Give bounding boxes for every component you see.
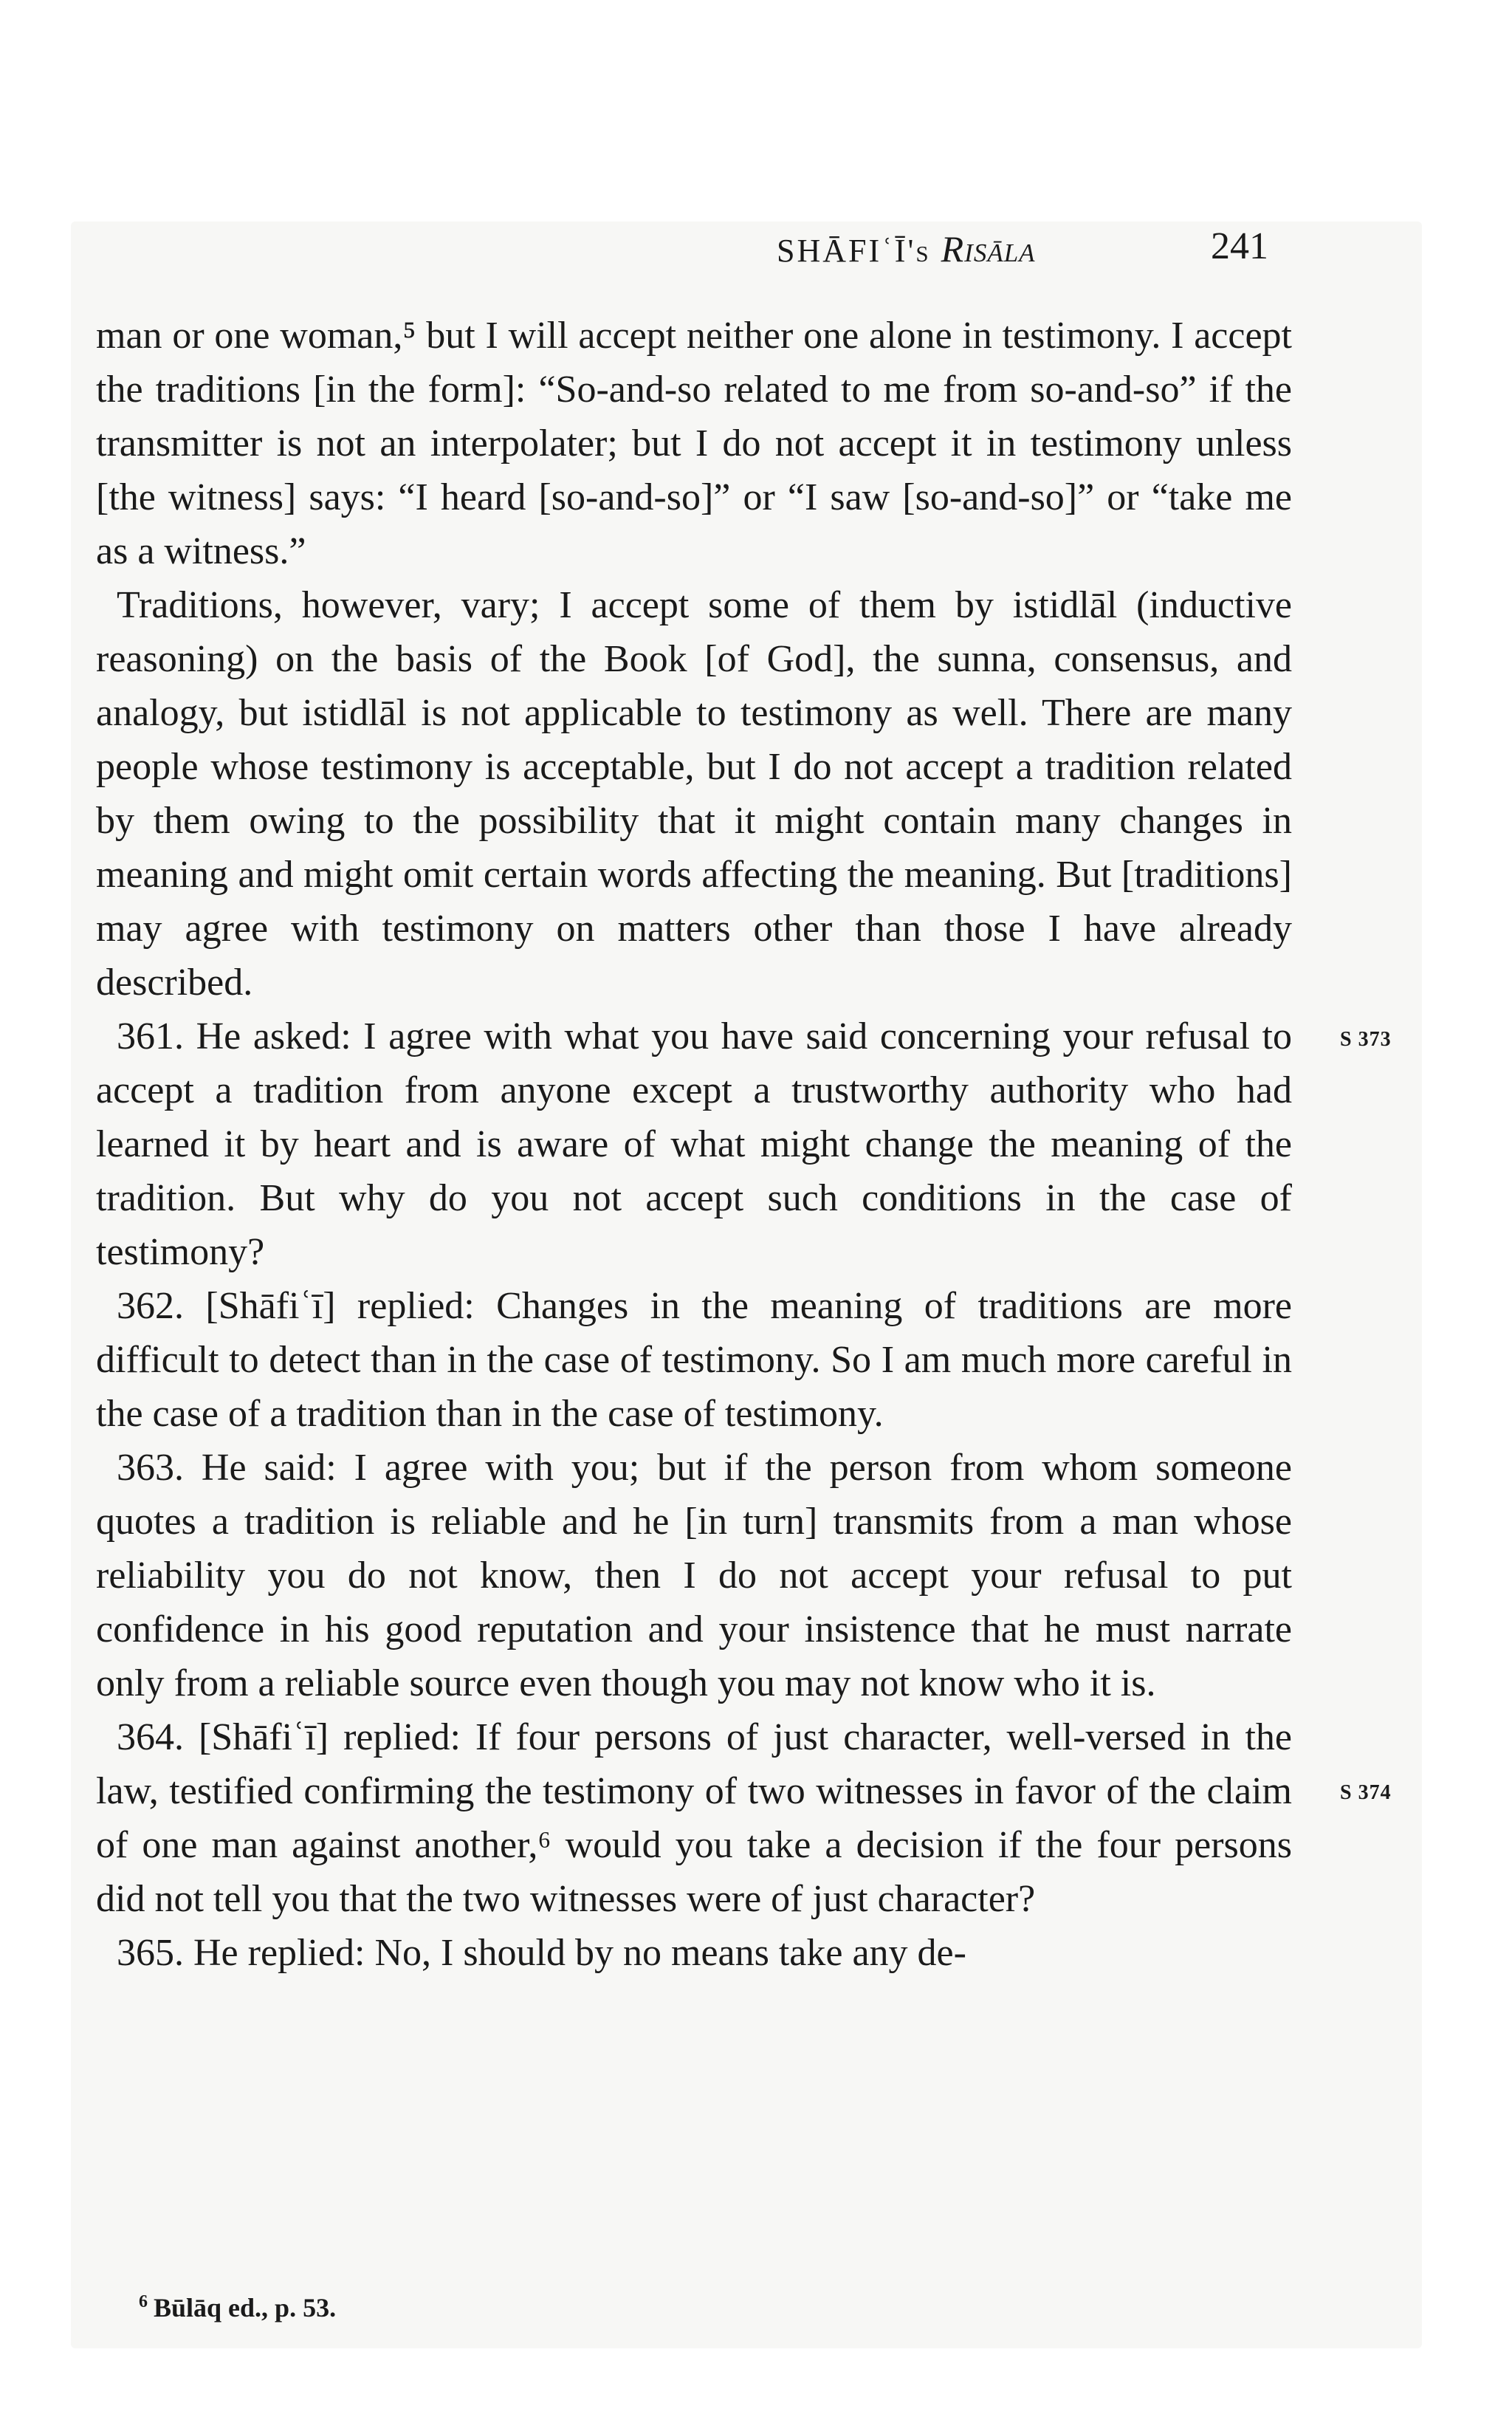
running-head-title xyxy=(777,227,1036,270)
running-head-work: Risāla xyxy=(941,228,1036,270)
running-head xyxy=(0,222,1299,270)
margin-reference: S 374 xyxy=(1340,1781,1392,1804)
paragraph: 364. [Shāfiʿī] replied: If four persons of just character, well-versed in the law, testified confirming the testimony of two witnesses in favor of the claim of one man against another,⁶ would you take a decision if the four persons did not tell you that the two witnesses were of just character? xyxy=(96,1716,1292,1920)
footnote xyxy=(139,2292,336,2323)
paragraph: 362. [Shāfiʿī] replied: Changes in the meaning of traditions are more difficult to detect than in the case of testimony. So I am much more careful in the case of a tradition than in the case of testimony. xyxy=(96,1285,1292,1435)
paragraph: 363. He said: I agree with you; but if the person from whom someone quotes a tradition is reliable and he [in turn] transmits from a man whose reliability you do not know, then I do not accept your refusal to put confidence in his good reputation and your insistence that he must narrate only from a reliable source even though you may not know who it is. xyxy=(96,1447,1292,1704)
footnote-mark: 6 xyxy=(139,2292,148,2311)
margin-reference: S 373 xyxy=(1340,1028,1392,1051)
paragraph: man or one woman,⁵ but I will accept neither one alone in testimony. I accept the traditions [in the form]: “So-and-so related to me from so-and-so” if the transmitter is not an interpolater; but I do not accept it in testimony unless [the witness] says: “I heard [so-and-so]” or “I saw [so-and-so]” or “take me as a witness.” xyxy=(96,315,1292,572)
running-head-author: SHĀFIʿĪ's xyxy=(777,233,931,269)
footnote-text: Būlāq ed., p. 53. xyxy=(154,2293,337,2322)
paragraph: 365. He replied: No, I should by no means take any de- xyxy=(117,1932,966,1974)
paragraph: 361. He asked: I agree with what you have said concerning your refusal to accept a tradition from anyone except a trustworthy authority who had learned it by heart and is aware of what might change the meaning of the tradition. But why do you not accept such conditions in the case of testimony? xyxy=(96,1015,1292,1273)
paragraph: Traditions, however, vary; I accept some of them by istidlāl (inductive reasoning) on the basis of the Book [of God], the sunna, consensus, and analogy, but istidlāl is not applicable to testimony as well. There are many people whose testimony is acceptable, but I do not accept a tradition related by them owing to the possibility that it might contain many changes in meaning and might omit certain words affecting the meaning. But [traditions] may agree with testimony on matters other than those I have already described. xyxy=(96,584,1292,1004)
body-text xyxy=(96,309,1292,1980)
page-number: 241 xyxy=(1211,225,1268,267)
